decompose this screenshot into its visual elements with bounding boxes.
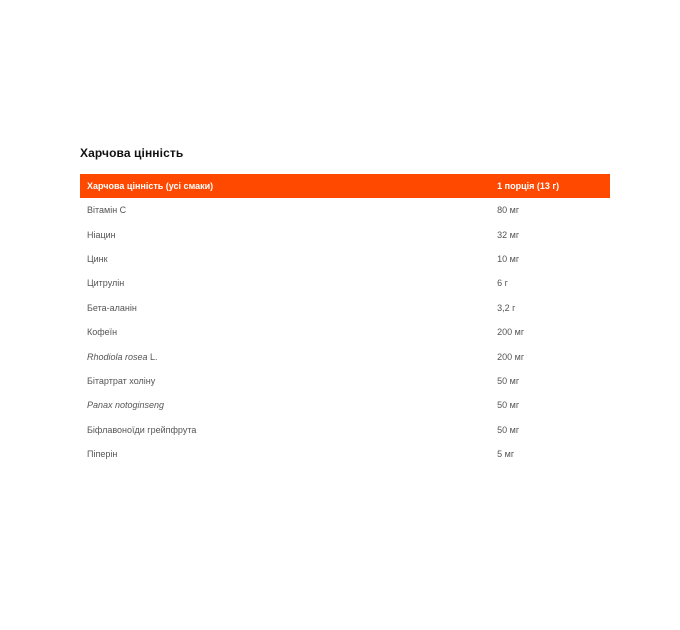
row-amount: 5 мг (497, 449, 515, 460)
row-name: Бітартрат холіну (87, 375, 156, 386)
table-row (80, 247, 610, 271)
row-name: Бета-аланін (87, 302, 137, 313)
row-name: Біфлавоноїди грейпфрута (87, 424, 197, 435)
table-row (80, 320, 610, 344)
row-name (80, 393, 490, 417)
row-amount: 6 г (497, 278, 508, 289)
row-amount: 200 мг (497, 327, 525, 338)
row-amount: 10 мг (497, 253, 520, 264)
table-row (80, 271, 610, 295)
table-row (80, 198, 610, 222)
table-row (80, 442, 610, 466)
row-name: Цинк (87, 253, 108, 264)
row-name: Піперін (87, 449, 118, 460)
header-amount: 1 порція (13 г) (497, 181, 560, 191)
row-name-italic: Panax notoginseng (87, 400, 165, 411)
row-name: Вітамін С (87, 205, 127, 216)
row-name-suffix: L. (147, 351, 158, 362)
row-amount: 50 мг (497, 424, 520, 435)
table-row (80, 344, 610, 368)
table-row (80, 393, 610, 417)
row-name: Ніацин (87, 229, 116, 240)
table-row (80, 418, 610, 442)
row-amount: 80 мг (497, 205, 520, 216)
table-header-row (80, 174, 610, 198)
row-name: Цитрулін (87, 278, 125, 289)
row-amount: 50 мг (497, 375, 520, 386)
row-amount: 200 мг (497, 351, 525, 362)
header-name: Харчова цінність (усі смаки) (87, 181, 214, 191)
row-name-italic: Rhodiola rosea (87, 351, 148, 362)
table-row (80, 369, 610, 393)
section-title: Харчова цінність (80, 146, 184, 160)
nutrition-table (80, 174, 610, 466)
table-row (80, 222, 610, 246)
table-row (80, 296, 610, 320)
row-name: Кофеїн (87, 327, 118, 338)
row-name (80, 344, 490, 368)
row-amount: 32 мг (497, 229, 520, 240)
row-amount: 50 мг (497, 400, 520, 411)
row-amount: 3,2 г (497, 302, 516, 313)
